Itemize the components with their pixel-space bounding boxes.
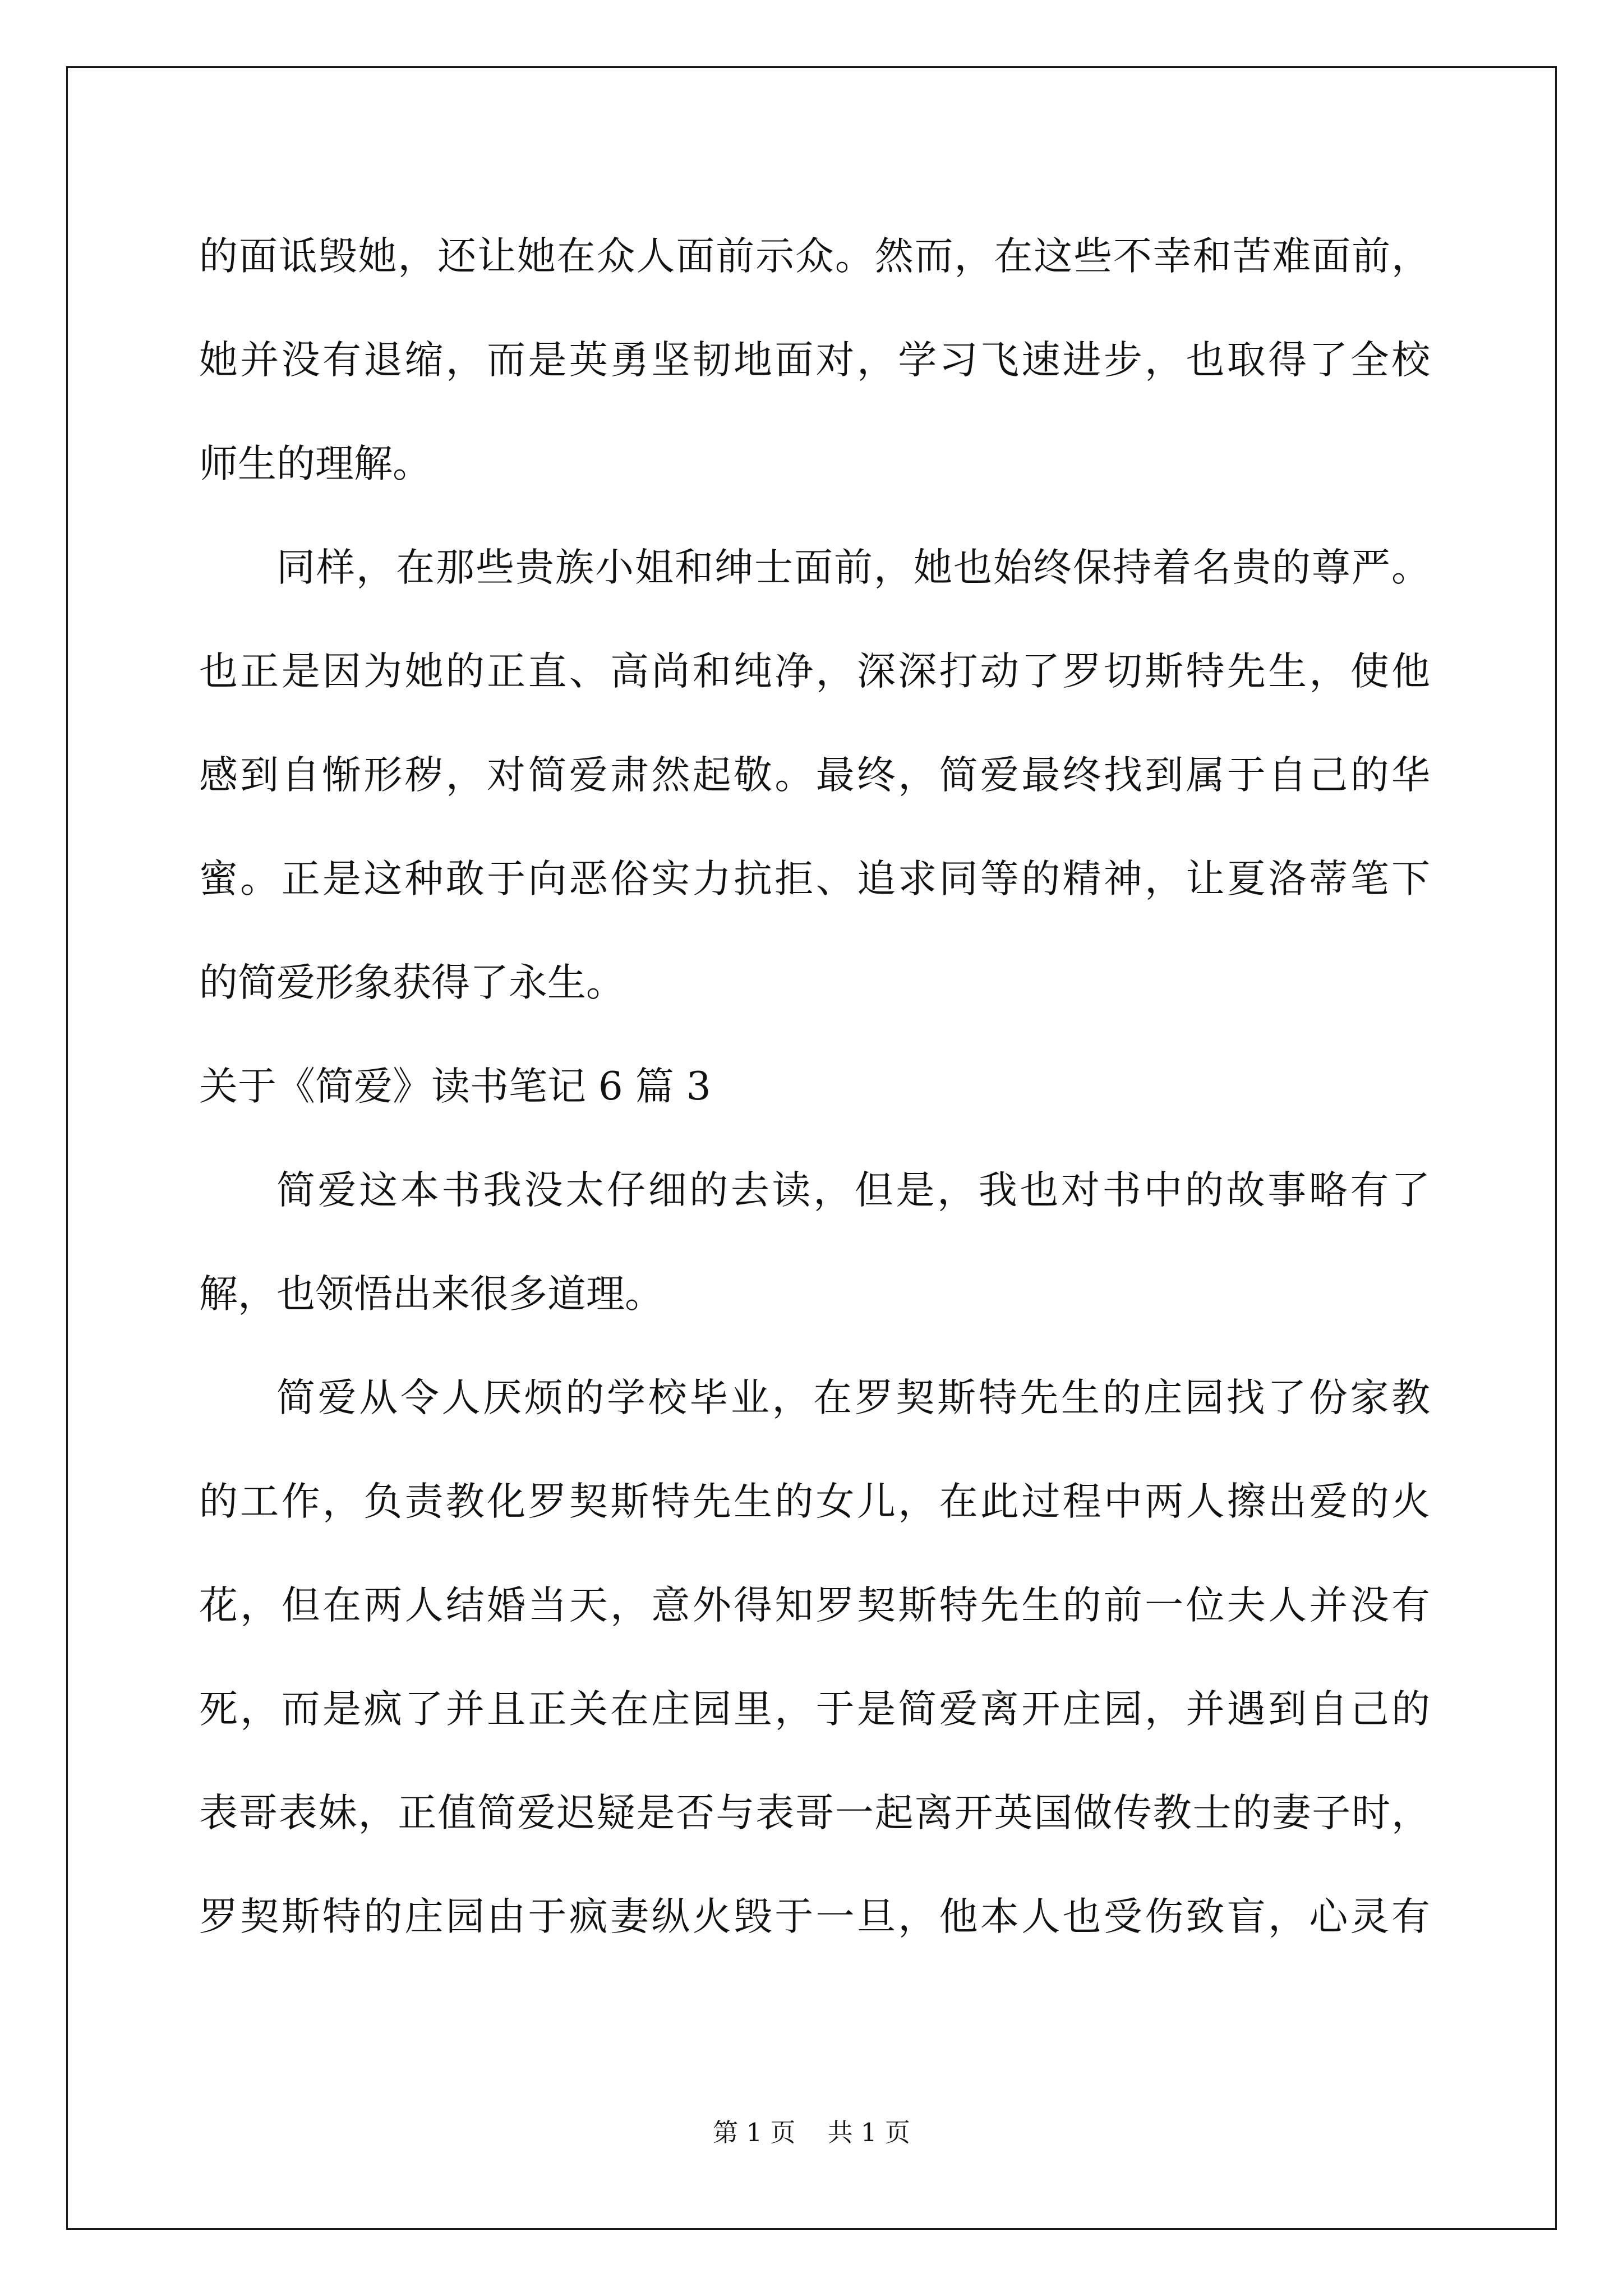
text-line-7: 蜜。正是这种敢于向恶俗实力抗拒、追求同等的精神，让夏洛蒂笔下 [199,857,1430,901]
text-line-17: 罗契斯特的庄园由于疯妻纵火毁于一旦，他本人也受伤致盲，心灵有 [199,1894,1430,1939]
text-line-6: 感到自惭形秽，对简爱肃然起敬。最终，简爱最终找到属于自己的华 [199,753,1430,798]
text-line-2: 她并没有退缩，而是英勇坚韧地面对，学习飞速进步，也取得了全校 [199,338,1430,383]
text-line-3: 师生的理解。 [199,441,431,486]
document-body [199,205,1430,1969]
page-footer [0,2112,1623,2148]
text-line-10: 简爱这本书我没太仔细的去读，但是，我也对书中的故事略有了 [276,1168,1430,1213]
text-line-15: 死，而是疯了并且正关在庄园里，于是简爱离开庄园，并遇到自己的 [199,1687,1430,1732]
section-heading: 关于《简爱》读书笔记 6 篇 3 [199,1064,711,1109]
text-line-11: 解，也领悟出来很多道理。 [199,1272,663,1317]
text-line-13: 的工作，负责教化罗契斯特先生的女儿，在此过程中两人擦出爱的火 [199,1479,1430,1524]
text-line-5: 也正是因为她的正直、高尚和纯净，深深打动了罗切斯特先生，使他 [199,649,1430,694]
text-line-16: 表哥表妹，正值简爱迟疑是否与表哥一起离开英国做传教士的妻子时， [199,1791,1430,1835]
text-line-14: 花，但在两人结婚当天，意外得知罗契斯特先生的前一位夫人并没有 [199,1583,1430,1628]
page-number: 第 1 页 [713,2118,796,2147]
text-line-1: 的面诋毁她，还让她在众人面前示众。然而，在这些不幸和苦难面前， [199,234,1430,279]
text-line-8: 的简爱形象获得了永生。 [199,960,625,1005]
text-line-12: 简爱从令人厌烦的学校毕业，在罗契斯特先生的庄园找了份家教 [276,1375,1430,1420]
text-line-4: 同样，在那些贵族小姐和绅士面前，她也始终保持着名贵的尊严。 [276,545,1430,590]
page-total: 共 1 页 [827,2118,910,2147]
